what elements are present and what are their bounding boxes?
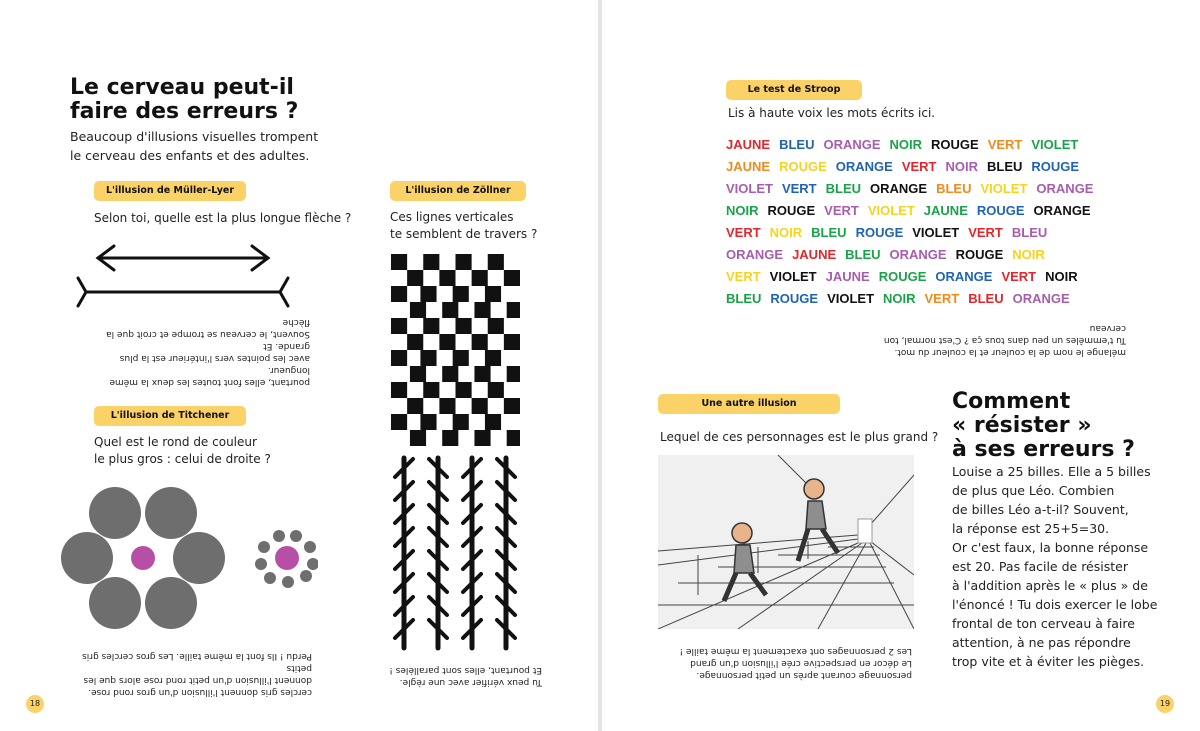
- checker-cell: [488, 382, 504, 398]
- titchener-answer-line3: cercles gris donnent l'illusion d'un gros rond rose.: [88, 687, 312, 697]
- stroop-word: NOIR: [726, 203, 759, 218]
- titchener-answer: [66, 650, 312, 698]
- page-number-right: 19: [1156, 695, 1174, 713]
- checker-cell: [453, 414, 469, 430]
- comment-title-line3: à ses erreurs ?: [952, 437, 1135, 462]
- stroop-row: [726, 288, 1126, 310]
- stroop-word: VERT: [726, 225, 761, 240]
- muller-answer-line2: avec les pointes vers l'intérieur est la plus grande. Et: [119, 341, 310, 363]
- stroop-word: VIOLET: [912, 225, 960, 240]
- stroop-word: ORANGE: [1033, 203, 1091, 218]
- zollner-lines-figure: [388, 454, 524, 652]
- checker-cell: [410, 302, 426, 318]
- checker-cell: [456, 254, 472, 270]
- stroop-word: ROUGE: [779, 159, 827, 174]
- comment-body-line: de billes Léo a-t-il? Souvent,: [952, 502, 1129, 517]
- autre-answer: [664, 645, 912, 681]
- autre-answer-line2: Le décor en perspective crée l'illusion d'un grand: [690, 658, 912, 668]
- stroop-word: BLEU: [779, 137, 815, 152]
- stroop-answer: [876, 322, 1126, 358]
- page-number-left: 18: [26, 695, 44, 713]
- checker-cell: [474, 302, 490, 318]
- stroop-word: NOIR: [883, 291, 916, 306]
- stroop-row: [726, 178, 1126, 200]
- muller-answer-line3: pourtant, elles font toutes les deux la même longueur.: [109, 365, 310, 387]
- stroop-word: BLEU: [726, 291, 762, 306]
- stroop-answer-line1: Tu t'emmêles un peu dans tous ça ? C'est normal, ton cerveau: [883, 323, 1126, 345]
- stroop-word: JAUNE: [825, 269, 870, 284]
- stroop-word: ROUGE: [878, 269, 927, 284]
- checker-cell: [410, 366, 426, 382]
- stroop-word: JAUNE: [726, 159, 771, 174]
- checker-cell: [507, 302, 520, 318]
- zollner-answer-line2: Tu peux vérifier avec une règle.: [399, 677, 542, 687]
- checker-cell: [453, 286, 469, 302]
- checker-cell: [439, 334, 455, 350]
- stroop-word: VERT: [987, 137, 1023, 152]
- stroop-word: ROUGE: [931, 137, 979, 152]
- checker-cell: [472, 270, 488, 286]
- stroop-row: [726, 134, 1126, 156]
- comment-title-line2: « résister »: [952, 413, 1092, 438]
- stroop-word: ORANGE: [1036, 181, 1094, 196]
- checker-cell: [423, 382, 439, 398]
- checker-cell: [442, 430, 458, 446]
- zollner-question: [390, 209, 537, 243]
- stroop-word: ORANGE: [870, 181, 928, 196]
- stroop-word: BLEU: [936, 181, 972, 196]
- checker-cell: [439, 270, 455, 286]
- stroop-word: ROUGE: [955, 247, 1004, 262]
- checker-cell: [472, 334, 488, 350]
- stroop-word: VIOLET: [1031, 137, 1079, 152]
- checker-cell: [423, 318, 439, 334]
- zollner-tag: L'illusion de Zöllner: [390, 181, 526, 201]
- stroop-word: BLEU: [986, 159, 1023, 174]
- checker-cell: [507, 366, 520, 382]
- zollner-checker-figure: [391, 254, 520, 446]
- checker-cell: [442, 366, 458, 382]
- stroop-word: ROUGE: [976, 203, 1025, 218]
- stroop-word: VIOLET: [980, 181, 1028, 196]
- left-intro-line2: le cerveau des enfants et des adultes.: [70, 148, 310, 163]
- comment-body-line: attention, à ne pas répondre: [952, 635, 1131, 650]
- checker-cell: [507, 430, 520, 446]
- stroop-tag: Le test de Stroop: [726, 80, 862, 100]
- comment-body-line: Louise a 25 billes. Elle a 5 billes: [952, 464, 1151, 479]
- comment-body: [952, 462, 1168, 671]
- stroop-word: NOIR: [945, 159, 978, 174]
- stroop-instruction: Lis à haute voix les mots écrits ici.: [728, 106, 936, 120]
- checker-cell: [456, 318, 472, 334]
- stroop-word: VIOLET: [827, 291, 875, 306]
- muller-tag: L'illusion de Müller-Lyer: [94, 181, 246, 201]
- checker-cell: [474, 366, 490, 382]
- zollner-question-line1: Ces lignes verticales: [390, 210, 514, 224]
- stroop-word-grid: [726, 134, 1126, 310]
- stroop-word: VERT: [924, 291, 960, 306]
- checker-cell: [391, 350, 407, 366]
- checker-cell: [391, 286, 407, 302]
- stroop-word: VERT: [726, 269, 761, 284]
- stroop-word: NOIR: [769, 225, 803, 240]
- checker-cell: [488, 318, 504, 334]
- left-title: [70, 76, 298, 124]
- stroop-word: JAUNE: [792, 247, 837, 262]
- checker-cell: [391, 254, 407, 270]
- stroop-row: [726, 156, 1126, 178]
- stroop-word: JAUNE: [923, 203, 968, 218]
- autre-answer-line3: personnage courant après un petit personnage.: [696, 670, 912, 680]
- checker-cell: [420, 350, 436, 366]
- muller-answer-line1: Souvent, le cerveau se trompe et croit que la flèche: [106, 317, 310, 339]
- muller-answer: [90, 316, 310, 388]
- left-intro-line1: Beaucoup d'illusions visuelles trompent: [70, 129, 319, 144]
- comment-title-line1: Comment: [952, 389, 1071, 414]
- comment-body-line: l'énoncé ! Tu dois exercer le lobe: [952, 597, 1158, 612]
- checker-cell: [485, 350, 501, 366]
- titchener-question: [94, 434, 271, 468]
- stroop-word: BLEU: [1011, 225, 1048, 240]
- stroop-row: [726, 222, 1126, 244]
- comment-body-line: de plus que Léo. Combien: [952, 483, 1115, 498]
- checker-cell: [391, 318, 407, 334]
- checker-cell: [472, 398, 488, 414]
- stroop-word: ROUGE: [767, 203, 816, 218]
- titchener-question-line2: le plus gros : celui de droite ?: [94, 452, 271, 466]
- autre-answer-line1: Les 2 personnages ont exactement la même taille !: [679, 646, 912, 656]
- stroop-word: ORANGE: [889, 247, 947, 262]
- titchener-figure: [58, 484, 318, 632]
- checker-cell: [485, 414, 501, 430]
- checker-cell: [504, 270, 520, 286]
- checker-cell: [420, 286, 436, 302]
- stroop-word: VIOLET: [769, 269, 817, 284]
- stroop-word: NOIR: [1045, 269, 1078, 284]
- stroop-word: VERT: [1001, 269, 1037, 284]
- comment-body-line: frontal de ton cerveau à faire: [952, 616, 1135, 631]
- stroop-word: ORANGE: [1012, 291, 1070, 306]
- checker-cell: [439, 398, 455, 414]
- comment-body-line: Or c'est faux, la bonne réponse: [952, 540, 1149, 555]
- zollner-answer-line1: Et pourtant, elles sont parallèles !: [389, 665, 542, 675]
- checker-cell: [407, 270, 423, 286]
- checker-cell: [504, 398, 520, 414]
- checker-cell: [453, 350, 469, 366]
- stroop-word: BLEU: [845, 247, 881, 262]
- checker-cell: [423, 254, 439, 270]
- stroop-word: ORANGE: [823, 137, 881, 152]
- comment-title: [952, 390, 1135, 462]
- muller-lyer-figure: [74, 242, 296, 308]
- stroop-word: VERT: [781, 181, 817, 196]
- left-intro: [70, 127, 318, 165]
- stroop-word: ORANGE: [935, 269, 993, 284]
- stroop-word: VIOLET: [726, 181, 773, 196]
- left-title-line2: faire des erreurs ?: [70, 99, 299, 124]
- checker-cell: [474, 430, 490, 446]
- zollner-answer: [382, 664, 542, 688]
- checker-cell: [488, 254, 504, 270]
- checker-cell: [407, 334, 423, 350]
- checker-cell: [504, 334, 520, 350]
- checker-cell: [485, 286, 501, 302]
- stroop-answer-line2: mélange le nom de la couleur et la couleur du mot.: [894, 347, 1126, 357]
- checker-cell: [410, 430, 426, 446]
- left-title-line1: Le cerveau peut-il: [70, 75, 294, 100]
- corridor-illustration: [658, 455, 914, 629]
- stroop-word: BLEU: [811, 225, 847, 240]
- titchener-answer-line1: Perdu ! Ils font la même taille. Les gros cercles gris: [82, 651, 312, 661]
- stroop-word: VERT: [824, 203, 859, 218]
- stroop-row: [726, 266, 1126, 288]
- stroop-word: ROUGE: [1031, 159, 1080, 174]
- stroop-row: [726, 244, 1126, 266]
- comment-body-line: trop vite et à éviter les pièges.: [952, 654, 1145, 669]
- stroop-word: ROUGE: [855, 225, 904, 240]
- stroop-row: [726, 200, 1126, 222]
- checker-cell: [407, 398, 423, 414]
- stroop-word: VERT: [901, 159, 937, 174]
- stroop-word: VERT: [968, 225, 1003, 240]
- muller-question: Selon toi, quelle est la plus longue flèche ?: [94, 211, 352, 225]
- autre-question: Lequel de ces personnages est le plus grand ?: [660, 430, 939, 444]
- titchener-tag: L'illusion de Titchener: [94, 406, 246, 426]
- zollner-question-line2: te semblent de travers ?: [390, 227, 538, 241]
- checker-cell: [391, 414, 407, 430]
- comment-body-line: est 20. Pas facile de résister: [952, 559, 1128, 574]
- autre-tag: Une autre illusion: [658, 394, 840, 414]
- stroop-word: JAUNE: [726, 137, 771, 152]
- stroop-word: ORANGE: [726, 247, 784, 262]
- comment-body-line: la réponse est 25+5=30.: [952, 521, 1110, 536]
- stroop-word: NOIR: [1012, 247, 1045, 262]
- stroop-word: ROUGE: [770, 291, 819, 306]
- stroop-word: ORANGE: [835, 159, 893, 174]
- checker-cell: [456, 382, 472, 398]
- stroop-word: VIOLET: [867, 203, 915, 218]
- stroop-word: BLEU: [968, 291, 1004, 306]
- titchener-question-line1: Quel est le rond de couleur: [94, 435, 257, 449]
- checker-cell: [442, 302, 458, 318]
- comment-body-line: à l'addition après le « plus » de: [952, 578, 1148, 593]
- page-fold: [598, 0, 602, 731]
- stroop-word: NOIR: [889, 137, 923, 152]
- checker-cell: [391, 382, 407, 398]
- titchener-answer-line2: donnent l'illusion d'un petit rond rose alors que les petits: [83, 663, 312, 685]
- checker-cell: [420, 414, 436, 430]
- stroop-word: BLEU: [825, 181, 862, 196]
